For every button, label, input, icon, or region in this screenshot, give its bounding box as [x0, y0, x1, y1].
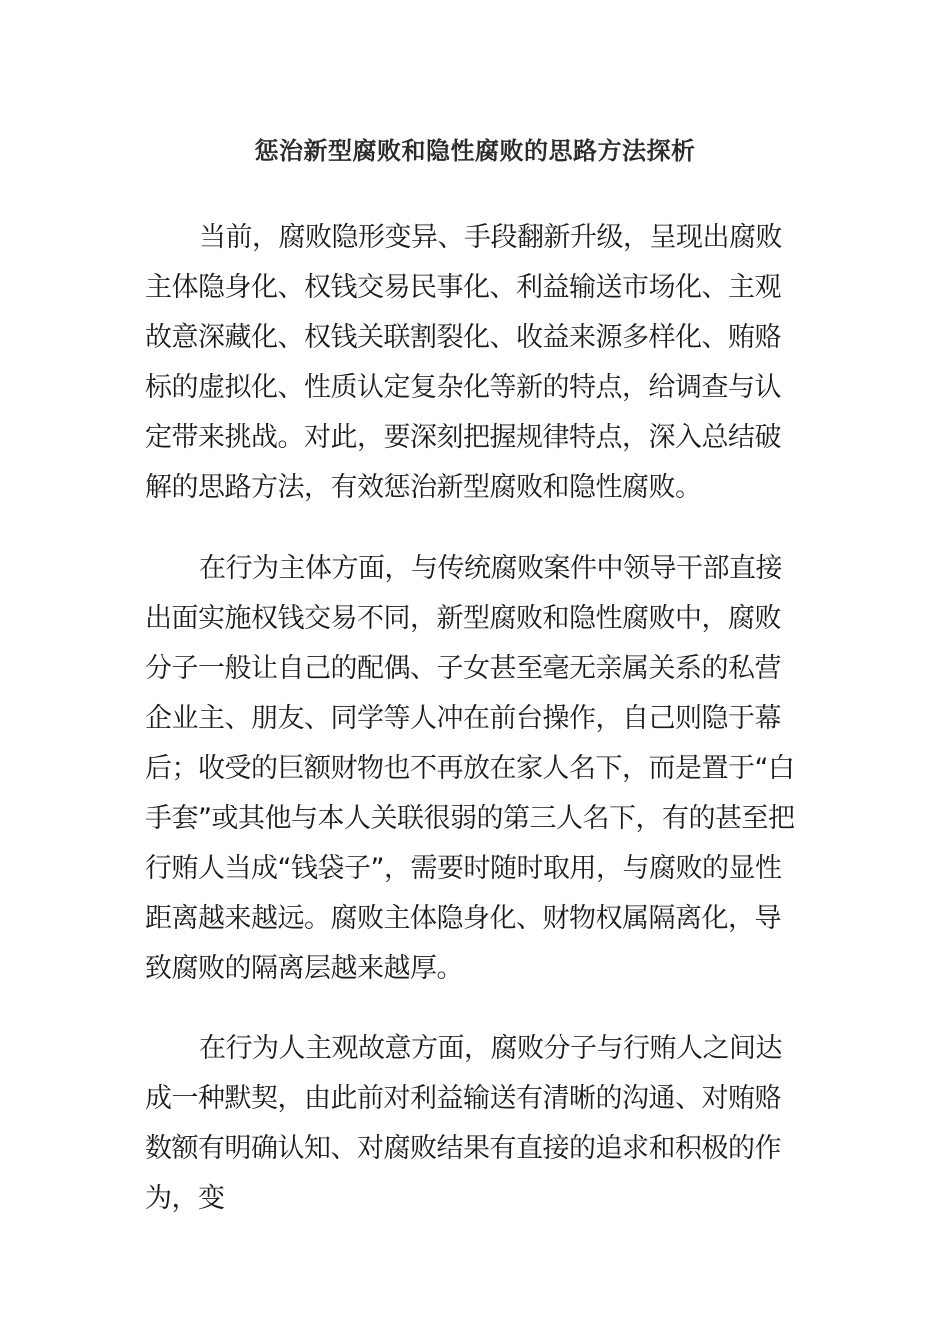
document-title: 惩治新型腐败和隐性腐败的思路方法探析: [254, 137, 696, 165]
paragraph: 在行为人主观故意方面，腐败分子与行贿人之间达成一种默契，由此前对利益输送有清晰的沟通、对贿赂数额有明确认知、对腐败结果有直接的追求和积极的作为，变: [145, 1033, 782, 1214]
paragraph: 在行为主体方面，与传统腐败案件中领导干部直接出面实施权钱交易不同，新型腐败和隐性腐败中，腐败分子一般让自己的配偶、子女甚至毫无亲属关系的私营企业主、朋友、同学等人冲在前台操作，自己则隐于幕后；收受的巨额财物也不再放在家人名下，而是置于“白手套”或其他与本人关联很弱的第三人名下，有的甚至把行贿人当成“钱袋子”，需要时随时取用，与腐败的显性距离越来越远。腐败主体隐身化、财物权属隔离化，导致腐败的隔离层越来越厚。: [145, 553, 795, 984]
paragraph: 当前，腐败隐形变异、手段翻新升级，呈现出腐败主体隐身化、权钱交易民事化、利益输送市场化、主观故意深藏化、权钱关联割裂化、收益来源多样化、贿赂标的虚拟化、性质认定复杂化等新的特点，给调查与认定带来挑战。对此，要深刻把握规律特点，深入总结破解的思路方法，有效惩治新型腐败和隐性腐败。: [145, 222, 782, 503]
